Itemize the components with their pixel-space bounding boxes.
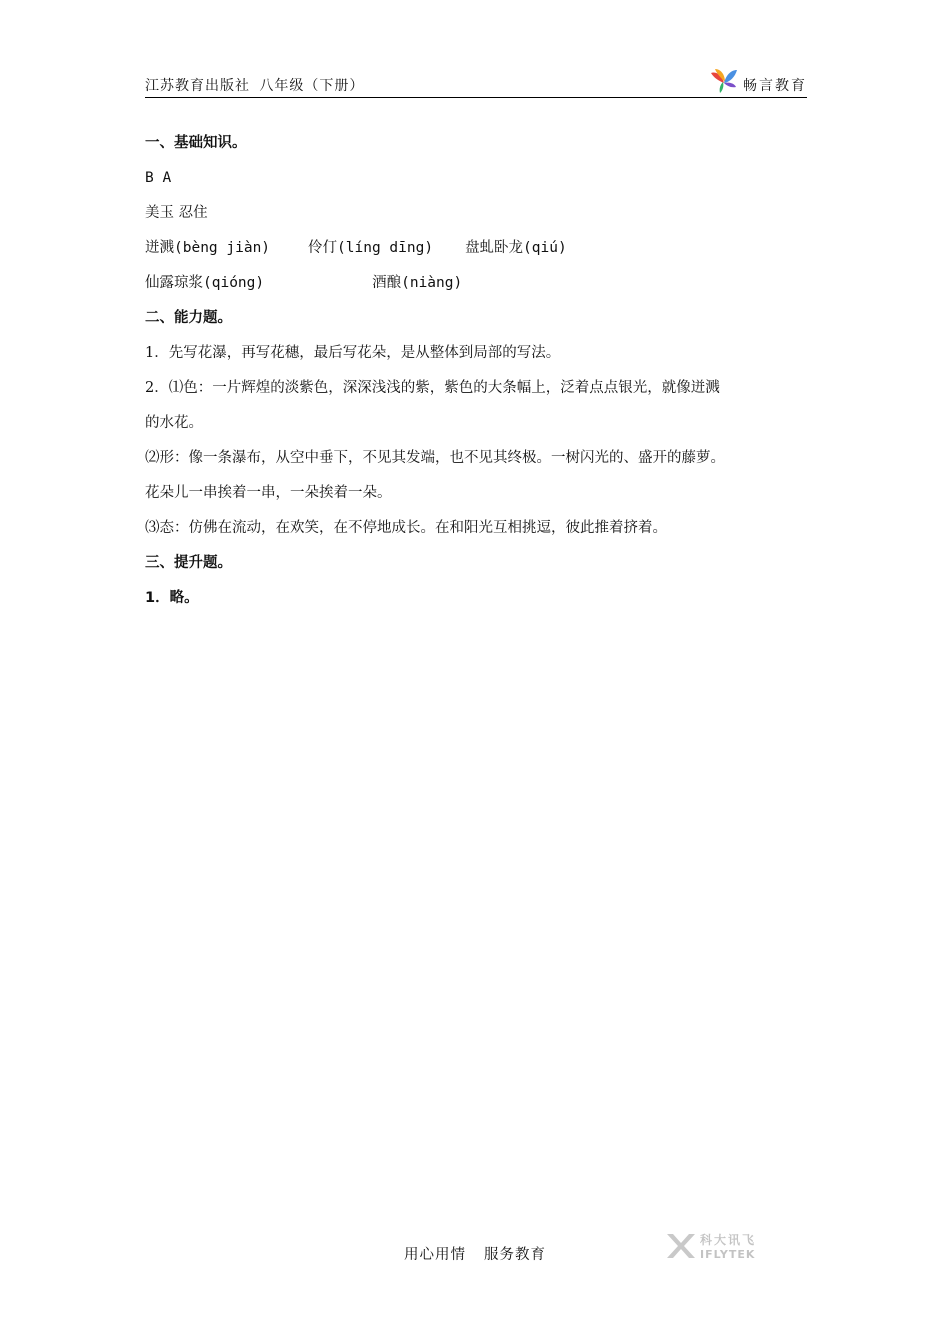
pinyin-row-2 bbox=[145, 266, 815, 301]
section3-title: 三、提升题。 bbox=[145, 555, 232, 571]
section1-words: 美玉 忍住 bbox=[145, 205, 208, 221]
section2-q2-shape-line1: ⑵形：像一条瀑布，从空中垂下，不见其发端，也不见其终极。一树闪光的、盛开的藤萝。 bbox=[145, 450, 725, 466]
section2-title: 二、能力题。 bbox=[145, 310, 232, 326]
publisher-label: 江苏教育出版社 八年级（下册） bbox=[145, 78, 365, 94]
page-footer bbox=[0, 1243, 950, 1264]
section2-q2-shape-line2: 花朵儿一串挨着一串，一朵挨着一朵。 bbox=[145, 485, 392, 501]
changyan-logo bbox=[709, 65, 807, 95]
section2-q2-state: ⑶态：仿佛在流动，在欢笑，在不停地成长。在和阳光互相挑逗，彼此推着挤着。 bbox=[145, 520, 667, 536]
iflytek-logo-icon bbox=[664, 1230, 696, 1262]
section2-q2-line2: 的水花。 bbox=[145, 415, 203, 431]
watermark-en: IFLYTEK bbox=[700, 1248, 756, 1261]
section2-q1: 1．先写花瀑，再写花穗，最后写花朵，是从整体到局部的写法。 bbox=[145, 345, 561, 361]
footer-slogan-left: 用心用情 bbox=[404, 1247, 466, 1263]
pinyin-item: 盘虬卧龙(qiú) bbox=[465, 240, 567, 256]
footer-slogan-right: 服务教育 bbox=[484, 1247, 546, 1263]
pinyin-item: 仙露琼浆(qióng) bbox=[145, 275, 265, 291]
section3-q1: 1．略。 bbox=[145, 590, 199, 606]
section2-q2-line1: 2．⑴色：一片辉煌的淡紫色，深深浅浅的紫，紫色的大条幅上，泛着点点银光，就像迸溅 bbox=[145, 380, 720, 396]
pinyin-row-1 bbox=[145, 231, 815, 266]
watermark-cn: 科大讯飞 bbox=[700, 1233, 757, 1247]
pinyin-item: 酒酿(niàng) bbox=[372, 275, 463, 291]
section1-title: 一、基础知识。 bbox=[145, 135, 247, 151]
iflytek-watermark bbox=[664, 1229, 784, 1263]
page-header bbox=[145, 62, 807, 98]
logo-text: 畅言教育 bbox=[743, 78, 807, 94]
section1-answers: B A bbox=[145, 170, 172, 186]
bird-logo-icon bbox=[709, 67, 739, 95]
pinyin-item: 伶仃(líng dīng) bbox=[308, 240, 434, 256]
answer-content bbox=[145, 126, 815, 616]
pinyin-item: 迸溅(bèng jiàn) bbox=[145, 240, 271, 256]
